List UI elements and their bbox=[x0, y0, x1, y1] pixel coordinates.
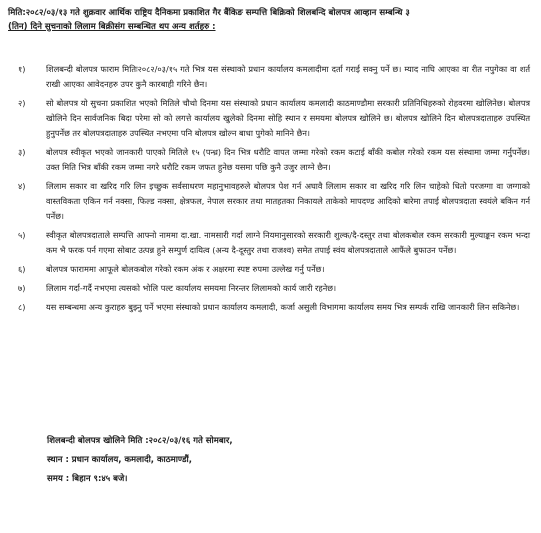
condition-number: ४) bbox=[18, 181, 26, 191]
notice-heading bbox=[8, 6, 533, 34]
opening-time: समय : बिहान ९:४५ बजे। bbox=[47, 474, 128, 484]
condition-item bbox=[18, 300, 530, 315]
condition-text: शिलबन्दी बोलपत्र फाराम मितिः२०८२/०३/१५ गते भित्र यस संस्थाको प्रधान कार्यालय कमलादीमा दर्ता गराई सक्नु पर्ने छ। म्याद नाघि आएका वा रीत नपुगेका वा शर्त राखी आएका आवेदनहरु उपर कुनै कारबाही गरिने छैन। bbox=[46, 64, 530, 89]
condition-item bbox=[18, 228, 530, 258]
condition-number: ३) bbox=[18, 147, 26, 157]
condition-number: ५) bbox=[18, 230, 26, 240]
condition-number: १) bbox=[18, 64, 26, 74]
opening-venue: स्थान : प्रधान कार्यालय, कमलादी, काठमाण्डौं, bbox=[47, 455, 192, 465]
condition-number: ६) bbox=[18, 264, 26, 274]
heading-line-1: मिति:२०८२/०३/१३ गते शुक्रवार आर्थिक राष्ट्रिय दैनिकमा प्रकाशित गैर बैंकिङ सम्पत्ति बिक्रिको शिलबन्दि बोलपत्र आव्हान सम्बन्धि ३ bbox=[8, 8, 410, 18]
condition-text: यस सम्बन्धमा अन्य कुराहरु बुझ्नु पर्ने भएमा संस्थाको प्रधान कार्यालय कमलादी, कर्जा असुली विभागमा कार्यालय समय भित्र सम्पर्क राखि जानकारी लिन सकिनेछ। bbox=[46, 302, 520, 312]
condition-text: लिलाम गर्दा-गर्दै नभएमा त्यसको भोलि पल्ट कार्यालय समयमा निरन्तर लिलामको कार्य जारी रहनेछ। bbox=[46, 283, 337, 293]
condition-number: ७) bbox=[18, 283, 26, 293]
condition-item bbox=[18, 96, 530, 141]
condition-text: सो बोलपत्र यो सुचना प्रकाशित भएको मितिले चौथो दिनमा यस संस्थाको प्रधान कार्यालय कमलादी काठमाण्डौमा सरकारी प्रतिनिधिहरुको रोहवरमा खोलिनेछ। बोलपत्र खोलिने दिन सार्वजनिक बिदा परेमा सो को लगत्ते कार्यालय खुलेको दिनमा सोहि स्थान र समयमा बोलपत्र खोलिने छ। बोलपत्र खोलिने दिन बोलपत्रदाताहरु उपस्थित हुनुपर्नेछ तर बोलपत्रदाताहरु उपस्थित नभएमा पनि बोलपत्र खोल्न बाधा पुगेको मानिने छैन। bbox=[46, 98, 530, 138]
condition-item bbox=[18, 179, 530, 224]
condition-text: स्वीकृत बोलपत्रदाताले सम्पत्ति आफ्नो नाममा दा.खा. नामसारी गर्दा लाग्ने नियमानुसारको सरकारी शुल्क/दै-दस्तुर तथा बोलकबोल रकम सरकारी मुल्याङ्कन रकम भन्दा कम भै फरक पर्न गएमा सोबाट उत्पन्न हुने सम्पुर्ण दायित्व (अन्य दै-दूस्तुर तथा राजश्व) समेत तपाई स्वंय बोलपत्रदाताले आफैंले बुफाउन पर्नेछ। bbox=[46, 230, 530, 255]
condition-item bbox=[18, 281, 530, 296]
condition-number: २) bbox=[18, 98, 26, 108]
condition-number: ८) bbox=[18, 302, 26, 312]
condition-item bbox=[18, 62, 530, 92]
heading-line-2: (तिन) दिने सुचनाको लिलाम बिक्रीसंग सम्बन्धित थप अन्य शर्तहरु : bbox=[8, 22, 216, 32]
opening-details bbox=[47, 432, 517, 489]
condition-text: बोलपत्र स्वीकृत भएको जानकारी पाएको मितिले १५ (पन्ध्र) दिन भित्र धरौटि वापत जम्मा गरेको रकम कटाई बाँकी कबोल गरेको रकम यस संस्थामा जम्मा गर्नुपर्नेछ। उक्त मिति भित्र बाँकी रकम जम्मा नगरे धरौटि रकम जफत हुनेछ यसमा पछि कुनै उजुर लाग्ने छैन। bbox=[46, 147, 530, 172]
opening-date: शिलबन्दी बोलपत्र खोलिने मिति :२०८२/०३/१६ गते सोमबार, bbox=[47, 436, 233, 446]
condition-item bbox=[18, 262, 530, 277]
condition-text: बोलपत्र फाराममा आफूले बोलकबोल गरेको रकम अंक र अक्षरमा स्पष्ट रुपमा उल्लेख गर्नु पर्नेछ। bbox=[46, 264, 325, 274]
conditions-list bbox=[18, 62, 530, 319]
condition-item bbox=[18, 145, 530, 175]
condition-text: लिलाम सकार वा खरिद गरि लिन इच्छुक सर्वसाधरण महानुभावहरुले बोलपत्र पेश गर्न अघावै लिलाम सकार वा खरिद गरि लिन चाहेको धितो परजग्गा वा जग्गाको वास्तविकता एकिन गर्न नक्सा, फिल्ड नक्सा, क्षेत्रफल, नेपाल सरकार तथा मातहतका निकायले ताकेको मापदण्ड आदिको बारेमा तपाई बोलपत्रदाता स्वयंले बकिन गर्न पर्नेछ। bbox=[46, 181, 530, 221]
